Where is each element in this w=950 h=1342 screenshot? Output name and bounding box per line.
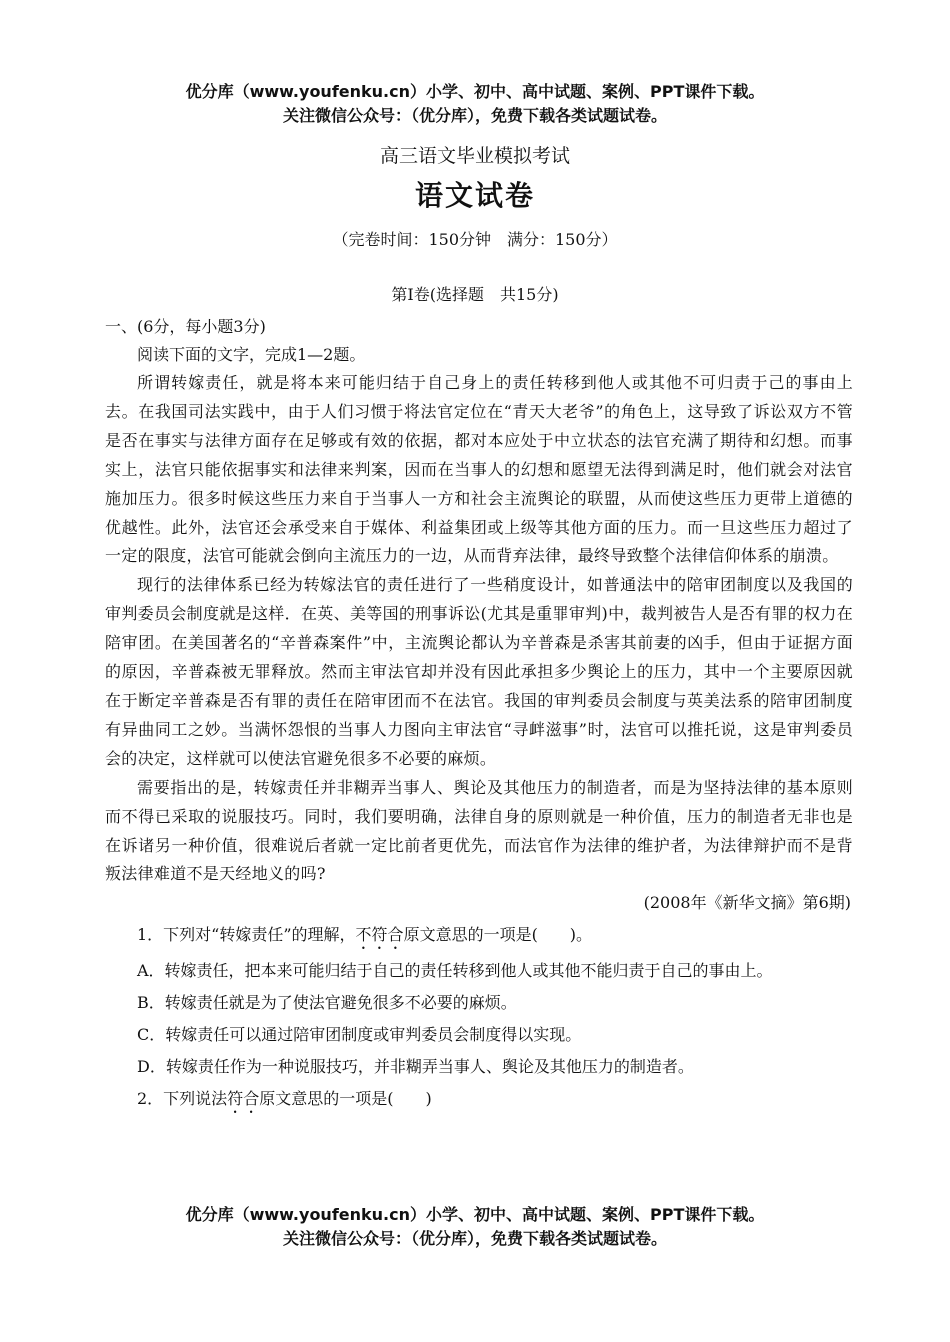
part-title: 第Ⅰ卷(选择题 共15分) xyxy=(391,285,559,304)
question-2-stem-post: 原文意思的一项是( ) xyxy=(259,1089,432,1109)
question-1-option-a: A．转嫁责任，把本来可能归结于自己的责任转移到他人或其他不能归责于自己的事由上。 xyxy=(137,961,773,981)
exam-title: 语文试卷 xyxy=(414,179,535,212)
question-1-stem-post: 原文意思的一项是( )。 xyxy=(403,925,593,945)
passage-source: (2008年《新华文摘》第6期) xyxy=(643,893,851,913)
exam-content xyxy=(105,313,853,1117)
question-1-stem-pre: 1．下列对“转嫁责任”的理解， xyxy=(137,925,356,945)
exam-info: （完卷时间：150分钟 满分：150分） xyxy=(332,230,618,249)
question-1-emphasis: 不符合 xyxy=(355,925,404,945)
question-1-option-d: D．转嫁责任作为一种说服技巧，并非糊弄当事人、舆论及其他压力的制造者。 xyxy=(137,1057,694,1077)
question-2-emphasis: 符合 xyxy=(227,1089,260,1109)
reading-instruction: 阅读下面的文字，完成1—2题。 xyxy=(137,345,366,364)
header-banner-line1: 优分库（www.youfenku.cn）小学、初中、高中试题、案例、PPT课件下载。 xyxy=(185,82,765,101)
question-2-stem-pre: 2．下列说法 xyxy=(137,1089,228,1109)
question-1-option-b: B．转嫁责任就是为了使法官避免很多不必要的麻烦。 xyxy=(137,993,517,1013)
question-1-stem xyxy=(105,921,853,953)
question-2-stem xyxy=(105,1085,853,1117)
passage-paragraph-1: 所谓转嫁责任，就是将本来可能归结于自己身上的责任转移到他人或其他不可归责于己的事由上去。在我国司法实践中，由于人们习惯于将法官定位在“青天大老爷”的角色上，这导致了诉讼双方不管是否在事实与法律方面存在足够或有效的依据，都对本应处于中立状态的法官充满了期待和幻想。而事实上，法官只能依据事实和法律来判案，因而在当事人的幻想和愿望无法得到满足时，他们就会对法官施加压力。很多时候这些压力来自于当事人一方和社会主流舆论的联盟，从而使这些压力更带上道德的优越性。此外，法官还会承受来自于媒体、利益集团或上级等其他方面的压力。而一旦这些压力超过了一定的限度，法官可能就会倒向主流压力的一边，从而背弃法律，最终导致整个法律信仰体系的崩溃。 xyxy=(105,373,853,566)
passage-paragraph-2: 现行的法律体系已经为转嫁法官的责任进行了一些稍度设计，如普通法中的陪审团制度以及我国的审判委员会制度就是这样．在英、美等国的刑事诉讼(尤其是重罪审判)中，裁判被告人是否有罪的权力在陪审团。在美国著名的“辛普森案件”中，主流舆论都认为辛普森是杀害其前妻的凶手，但由于证据方面的原因，辛普森被无罪释放。然而主审法官却并没有因此承担多少舆论上的压力，其中一个主要原因就在于断定辛普森是否有罪的责任在陪审团而不在法官。我国的审判委员会制度与英美法系的陪审团制度有异曲同工之妙。当满怀怨恨的当事人力图向主审法官“寻衅滋事”时，法官可以推托说，这是审判委员会的决定，这样就可以使法官避免很多不必要的麻烦。 xyxy=(105,575,853,768)
question-1-option-c: C．转嫁责任可以通过陪审团制度或审判委员会制度得以实现。 xyxy=(137,1025,582,1045)
passage-paragraph-3: 需要指出的是，转嫁责任并非糊弄当事人、舆论及其他压力的制造者，而是为坚持法律的基本原则而不得已采取的说服技巧。同时，我们要明确，法律自身的原则就是一种价值，压力的制造者无非也是在诉诸另一种价值，很难说后者就一定比前者更优先，而法官作为法律的维护者，为法律辩护而不是背叛法律难道不是天经地义的吗? xyxy=(105,777,853,884)
footer-banner xyxy=(0,1203,950,1251)
exam-subtitle: 高三语文毕业模拟考试 xyxy=(379,145,570,167)
header-banner-line2: 关注微信公众号：（优分库），免费下载各类试题试卷。 xyxy=(282,106,667,125)
header-banner xyxy=(0,80,950,128)
footer-banner-line1: 优分库（www.youfenku.cn）小学、初中、高中试题、案例、PPT课件下载。 xyxy=(185,1205,765,1224)
footer-banner-line2: 关注微信公众号：（优分库），免费下载各类试题试卷。 xyxy=(282,1229,667,1248)
section-heading: 一、(6分，每小题3分) xyxy=(105,317,266,336)
